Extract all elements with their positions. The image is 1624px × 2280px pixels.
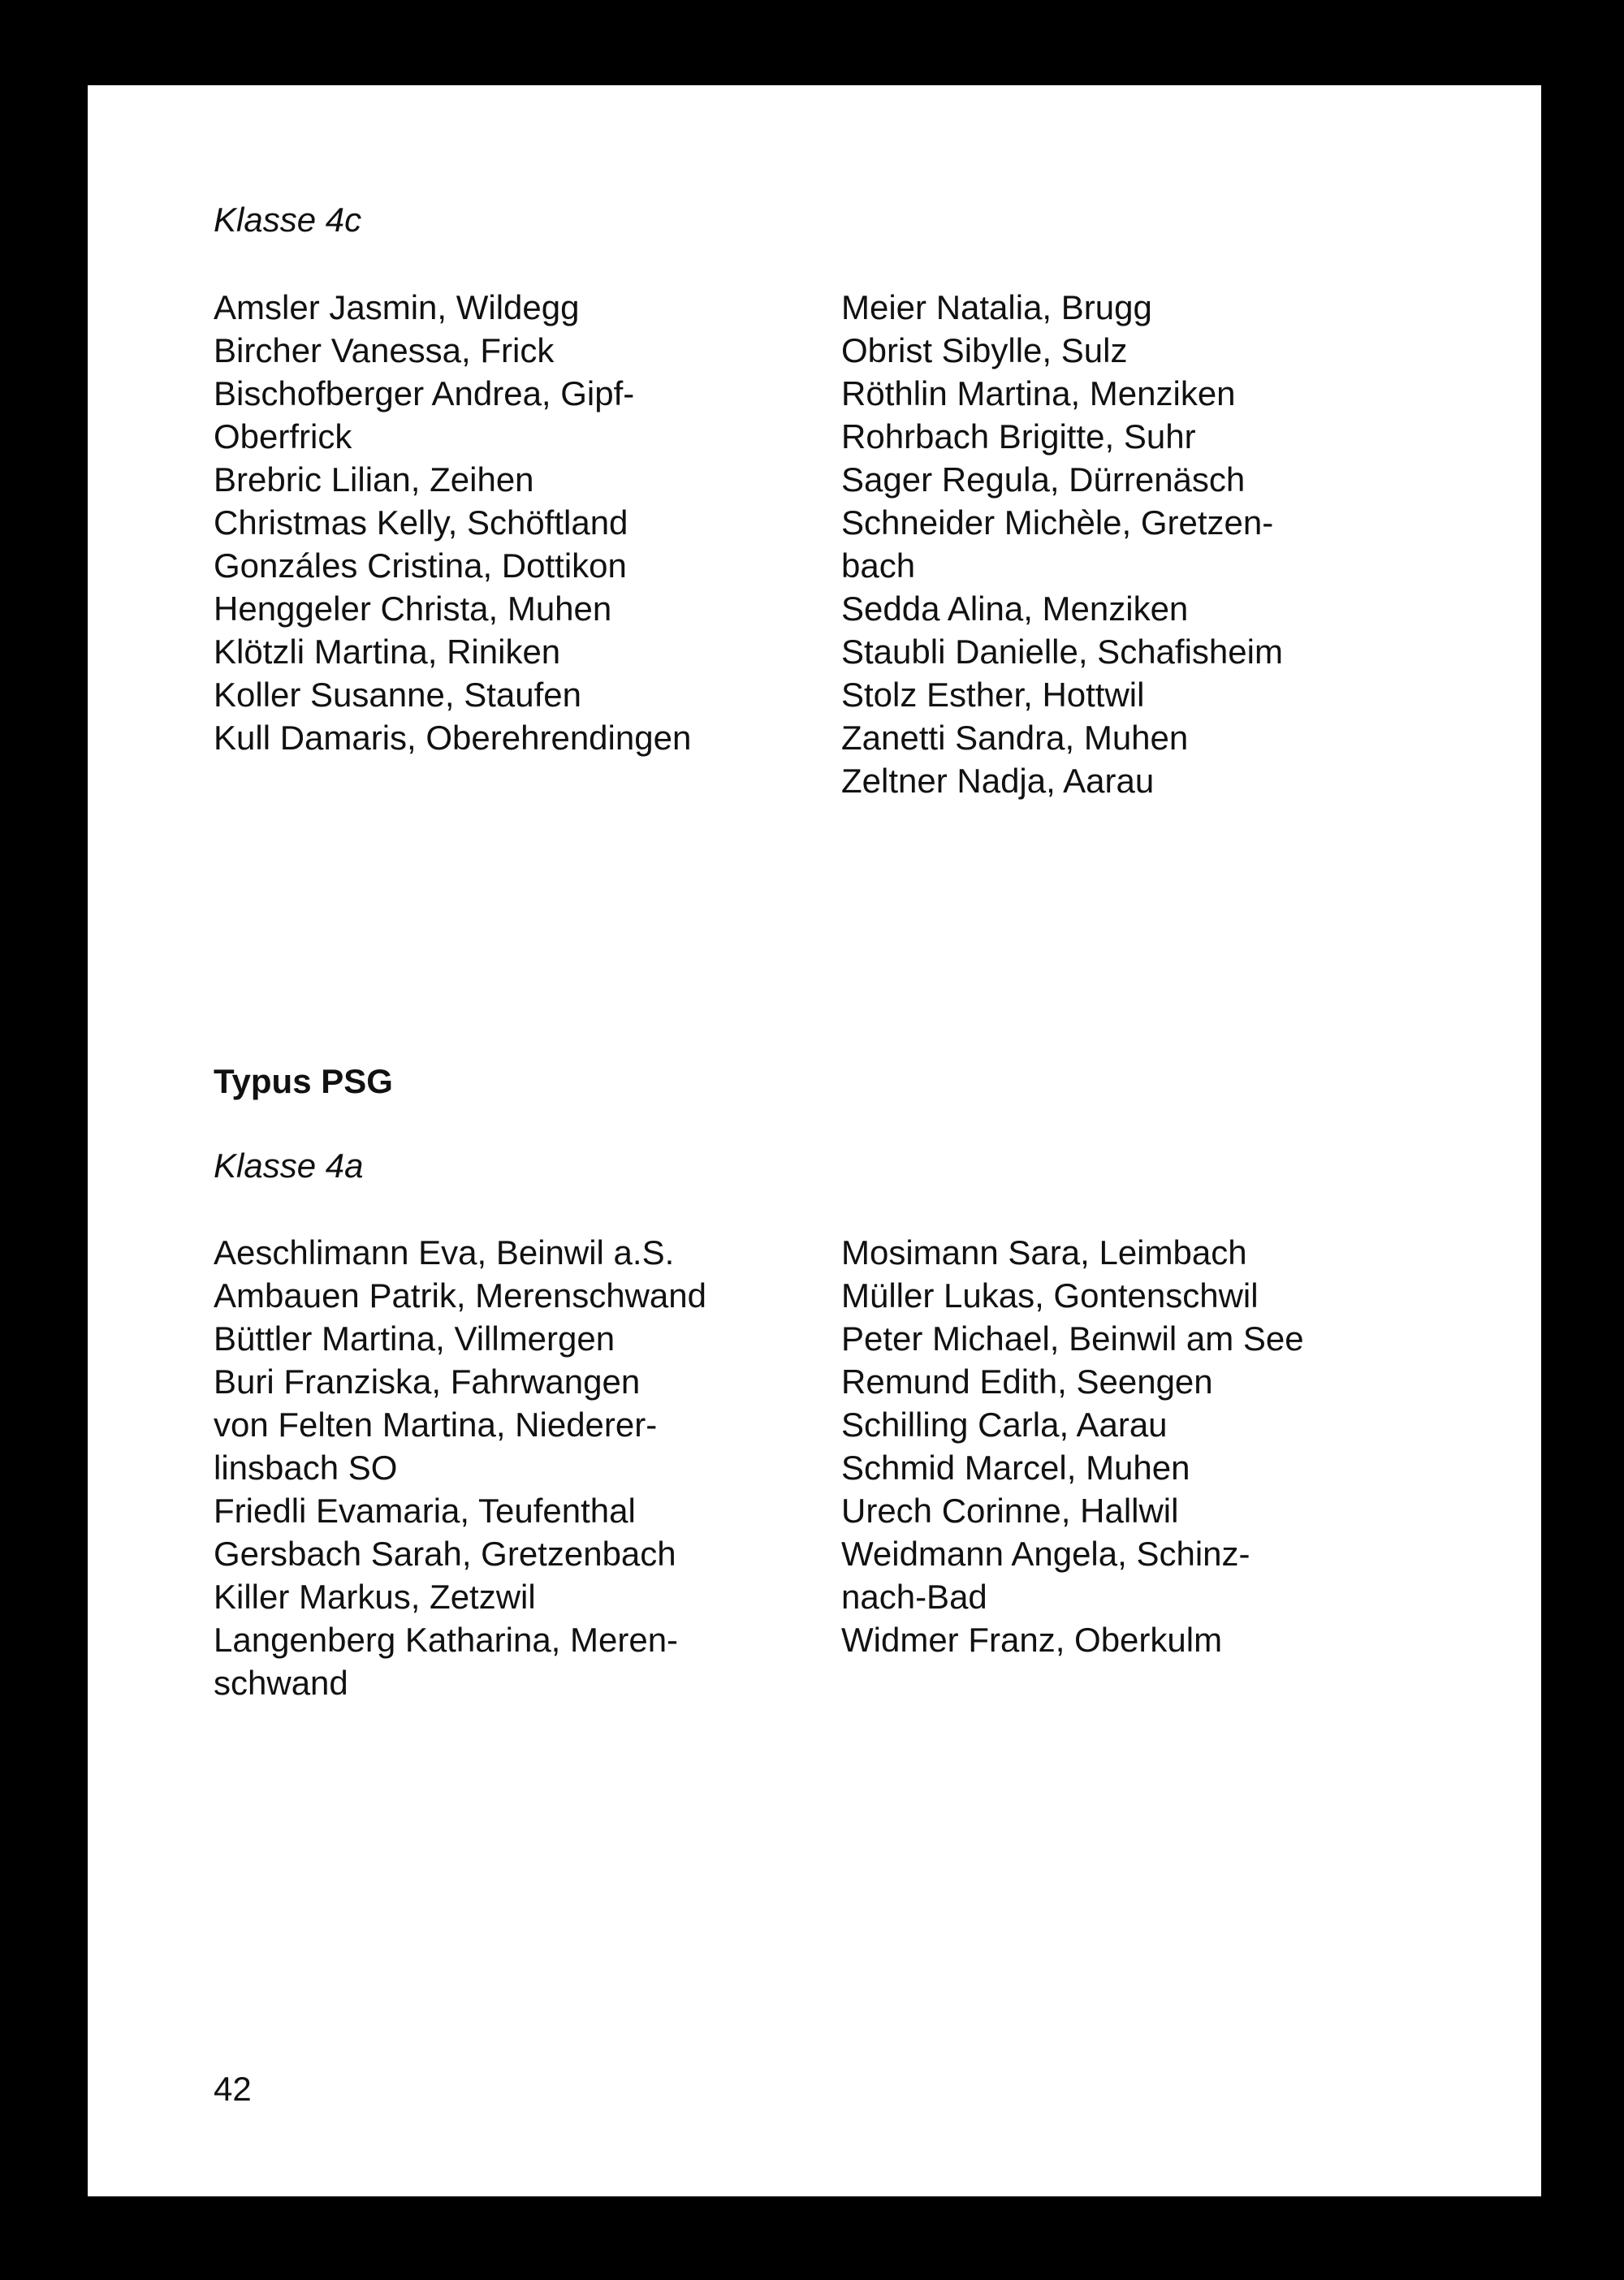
- list-item: Ambauen Patrik, Merenschwand: [214, 1276, 706, 1315]
- student-list-4c-right: [841, 286, 1283, 802]
- class-heading-4c: Klasse 4c: [214, 201, 362, 239]
- list-item: linsbach SO: [214, 1449, 398, 1487]
- list-item: Gonzáles Cristina, Dottikon: [214, 546, 627, 585]
- list-item: Brebric Lilian, Zeihen: [214, 460, 534, 499]
- class-heading-4a: Klasse 4a: [214, 1146, 364, 1185]
- list-item: Oberfrick: [214, 417, 352, 456]
- list-item: Killer Markus, Zetzwil: [214, 1578, 536, 1616]
- list-item: Remund Edith, Seengen: [841, 1362, 1213, 1401]
- list-item: Stolz Esther, Hottwil: [841, 676, 1145, 714]
- list-item: Peter Michael, Beinwil am See: [841, 1319, 1304, 1358]
- list-item: Gersbach Sarah, Gretzenbach: [214, 1535, 676, 1573]
- list-item: schwand: [214, 1664, 348, 1702]
- list-item: Sager Regula, Dürrenäsch: [841, 460, 1246, 499]
- list-item: Widmer Franz, Oberkulm: [841, 1621, 1223, 1659]
- list-item: Mosimann Sara, Leimbach: [841, 1233, 1247, 1272]
- list-item: Henggeler Christa, Muhen: [214, 589, 612, 628]
- list-item: bach: [841, 546, 916, 585]
- list-item: Bircher Vanessa, Frick: [214, 331, 555, 369]
- list-item: Zanetti Sandra, Muhen: [841, 719, 1189, 757]
- list-item: nach-Bad: [841, 1578, 987, 1616]
- list-item: Rohrbach Brigitte, Suhr: [841, 417, 1196, 456]
- list-item: Aeschlimann Eva, Beinwil a.S.: [214, 1233, 675, 1272]
- list-item: Urech Corinne, Hallwil: [841, 1492, 1179, 1530]
- list-item: von Felten Martina, Niederer-: [214, 1406, 658, 1444]
- list-item: Sedda Alina, Menziken: [841, 589, 1189, 628]
- list-item: Bischofberger Andrea, Gipf-: [214, 374, 635, 412]
- page-number: 42: [214, 2070, 252, 2108]
- list-item: Schilling Carla, Aarau: [841, 1406, 1168, 1444]
- list-item: Weidmann Angela, Schinz-: [841, 1535, 1250, 1573]
- list-item: Obrist Sibylle, Sulz: [841, 331, 1128, 369]
- list-item: Meier Natalia, Brugg: [841, 288, 1152, 326]
- document-page: [88, 85, 1541, 2196]
- list-item: Zeltner Nadja, Aarau: [841, 762, 1155, 800]
- list-item: Büttler Martina, Villmergen: [214, 1319, 615, 1358]
- list-item: Schneider Michèle, Gretzen-: [841, 503, 1274, 542]
- list-item: Christmas Kelly, Schöftland: [214, 503, 628, 542]
- list-item: Klötzli Martina, Riniken: [214, 633, 561, 671]
- student-list-4a-left: [214, 1231, 706, 1704]
- student-list-4a-right: [841, 1231, 1304, 1661]
- list-item: Friedli Evamaria, Teufenthal: [214, 1492, 636, 1530]
- list-item: Koller Susanne, Staufen: [214, 676, 581, 714]
- list-item: Röthlin Martina, Menziken: [841, 374, 1236, 412]
- list-item: Staubli Danielle, Schafisheim: [841, 633, 1283, 671]
- list-item: Langenberg Katharina, Meren-: [214, 1621, 679, 1659]
- list-item: Amsler Jasmin, Wildegg: [214, 288, 580, 326]
- list-item: Kull Damaris, Oberehrendingen: [214, 719, 692, 757]
- list-item: Schmid Marcel, Muhen: [841, 1449, 1190, 1487]
- student-list-4c-left: [214, 286, 691, 759]
- type-heading-psg: Typus PSG: [214, 1062, 393, 1100]
- list-item: Buri Franziska, Fahrwangen: [214, 1362, 641, 1401]
- list-item: Müller Lukas, Gontenschwil: [841, 1276, 1259, 1315]
